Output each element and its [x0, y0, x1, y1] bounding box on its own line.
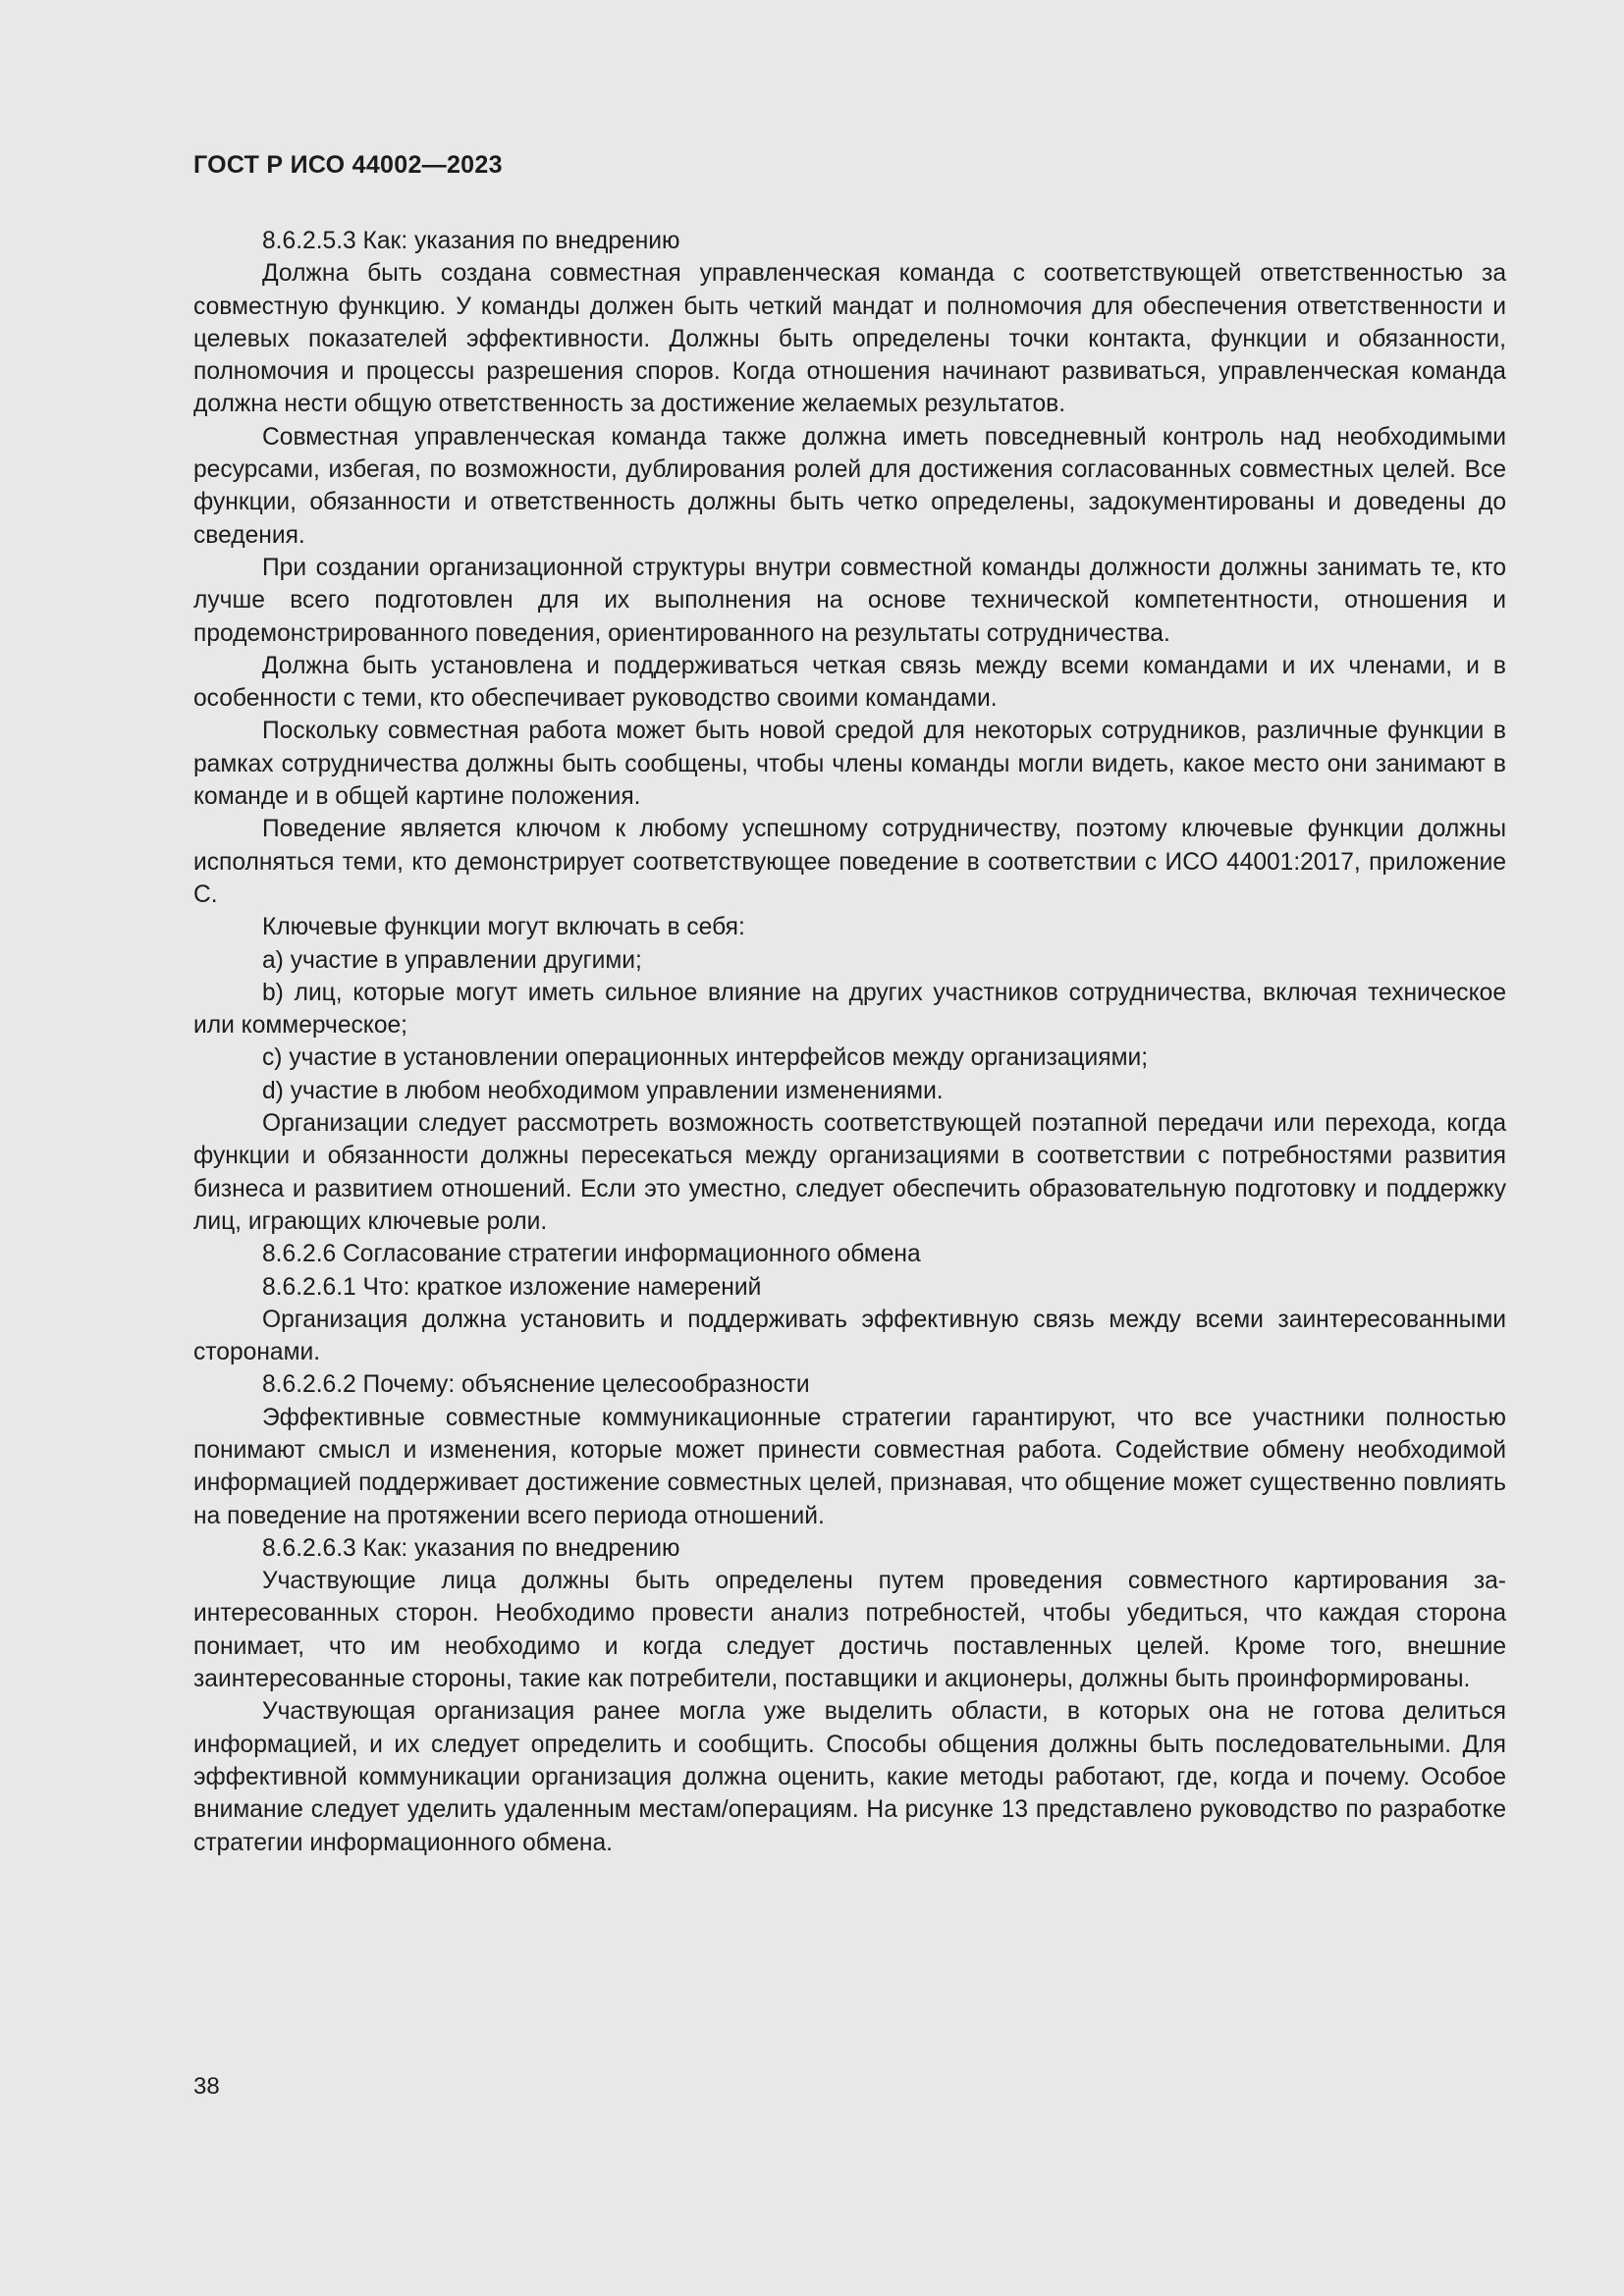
- list-item-d: d) участие в любом необходимом управлении изменениями.: [262, 1077, 944, 1104]
- document-body: [193, 225, 1506, 1859]
- body-paragraph: Организации следует рассмотреть возможность соответствующей поэтапной передачи или перехода, когда функции и обязанности должны пересекаться между организациями в соответствии с потребностями развития бизнеса и развитием отношений. Если это уместно, следует обеспечить образовательную подготовку и поддержку лиц, играющих ключевые роли.: [193, 1110, 1506, 1235]
- body-paragraph: Поскольку совместная работа может быть новой средой для некоторых сотрудников, различные функции в рамках сотрудничества должны быть сообщены, чтобы члены команды могли видеть, какое место они занимают в команде и в общей картине положения.: [193, 718, 1506, 811]
- section-heading-8-6-2-6-2: 8.6.2.6.2 Почему: объяснение целесообразности: [262, 1371, 810, 1399]
- body-paragraph: Эффективные совместные коммуникационные стратегии гарантируют, что все участники полностью понимают смысл и изменения, которые может принести совместная работа. Содействие обмену необходимой информацией поддерживает достижение совместных целей, признавая, что общение может существенно повлиять на поведение на протяжении всего периода отношений.: [193, 1404, 1506, 1529]
- body-paragraph: Участвующая организация ранее могла уже выделить области, в которых она не готова делиться информацией, и их следует определить и сообщить. Способы общения должны быть последовательными. Для эффективной коммуникации организация должна оценить, какие методы работают, где, когда и почему. Особое внимание следует уделить удаленным местам/операциям. На рисунке 13 представлено руководство по разработке стратегии информационного обмена.: [193, 1698, 1506, 1856]
- page-number: 38: [193, 2073, 220, 2100]
- list-item-a: a) участие в управлении другими;: [262, 946, 642, 974]
- section-heading-8-6-2-6: 8.6.2.6 Согласование стратегии информационного обмена: [262, 1241, 921, 1268]
- section-heading-8-6-2-6-1: 8.6.2.6.1 Что: краткое изложение намерений: [262, 1273, 762, 1301]
- list-item-b: b) лиц, которые могут иметь сильное влияние на других участников сотрудничества, включая техническое или коммерческое;: [193, 979, 1506, 1040]
- list-item-c: c) участие в установлении операционных интерфейсов между организациями;: [262, 1044, 1149, 1072]
- body-paragraph: Должна быть установлена и поддерживаться четкая связь между всеми командами и их членами, и в особенности с теми, кто обеспечивает руководство своими командами.: [193, 652, 1506, 713]
- body-paragraph: При создании организационной структуры внутри совместной команды должности должны занимать те, кто лучше всего подготовлен для их выполнения на основе технической компетентности, отношения и продемонстрированного поведения, ориентированного на результаты сотрудничества.: [193, 554, 1506, 647]
- body-paragraph: Поведение является ключом к любому успешному сотрудничеству, поэтому ключевые функции должны исполняться теми, кто демонстрирует соответствующее поведение в соответствии с ИСО 44001:2017, приложение С.: [193, 816, 1506, 908]
- section-heading-8-6-2-5-3: 8.6.2.5.3 Как: указания по внедрению: [262, 228, 680, 254]
- body-paragraph: Должна быть создана совместная управленческая команда с соответствующей ответственностью за совместную функцию. У команды должен быть четкий мандат и полномочия для обеспечения ответственности и целевых показателей эффективности. Должны быть определены точки контакта, функции и обязанности, полномочия и процессы разрешения споров. Когда отношения начинают развиваться, управленческая команда должна нести общую ответственность за достижение желаемых результатов.: [193, 260, 1506, 418]
- document-code-header: ГОСТ Р ИСО 44002—2023: [193, 151, 503, 179]
- list-intro: Ключевые функции могут включать в себя:: [262, 914, 745, 941]
- body-paragraph: Организация должна установить и поддерживать эффективную связь между всеми заинтересованными сторонами.: [193, 1306, 1506, 1366]
- body-paragraph: Совместная управленческая команда также должна иметь повседневный контроль над необходимыми ресурсами, избегая, по возможности, дублирования ролей для достижения согласованных совместных целей. Все функции, обязанности и ответственность должны быть четко определены, задокументированы и доведены до сведения.: [193, 423, 1506, 549]
- section-heading-8-6-2-6-3: 8.6.2.6.3 Как: указания по внедрению: [262, 1534, 680, 1562]
- body-paragraph: Участвующие лица должны быть определены путем проведения совместного картирования заинтересованных сторон. Необходимо провести анализ потребностей, чтобы убедиться, что каждая сторона понимает, что им необходимо и когда следует достичь поставленных целей. Кроме того, внешние заинтересованные стороны, такие как потребители, поставщики и акционеры, должны быть проинформированы.: [193, 1568, 1506, 1693]
